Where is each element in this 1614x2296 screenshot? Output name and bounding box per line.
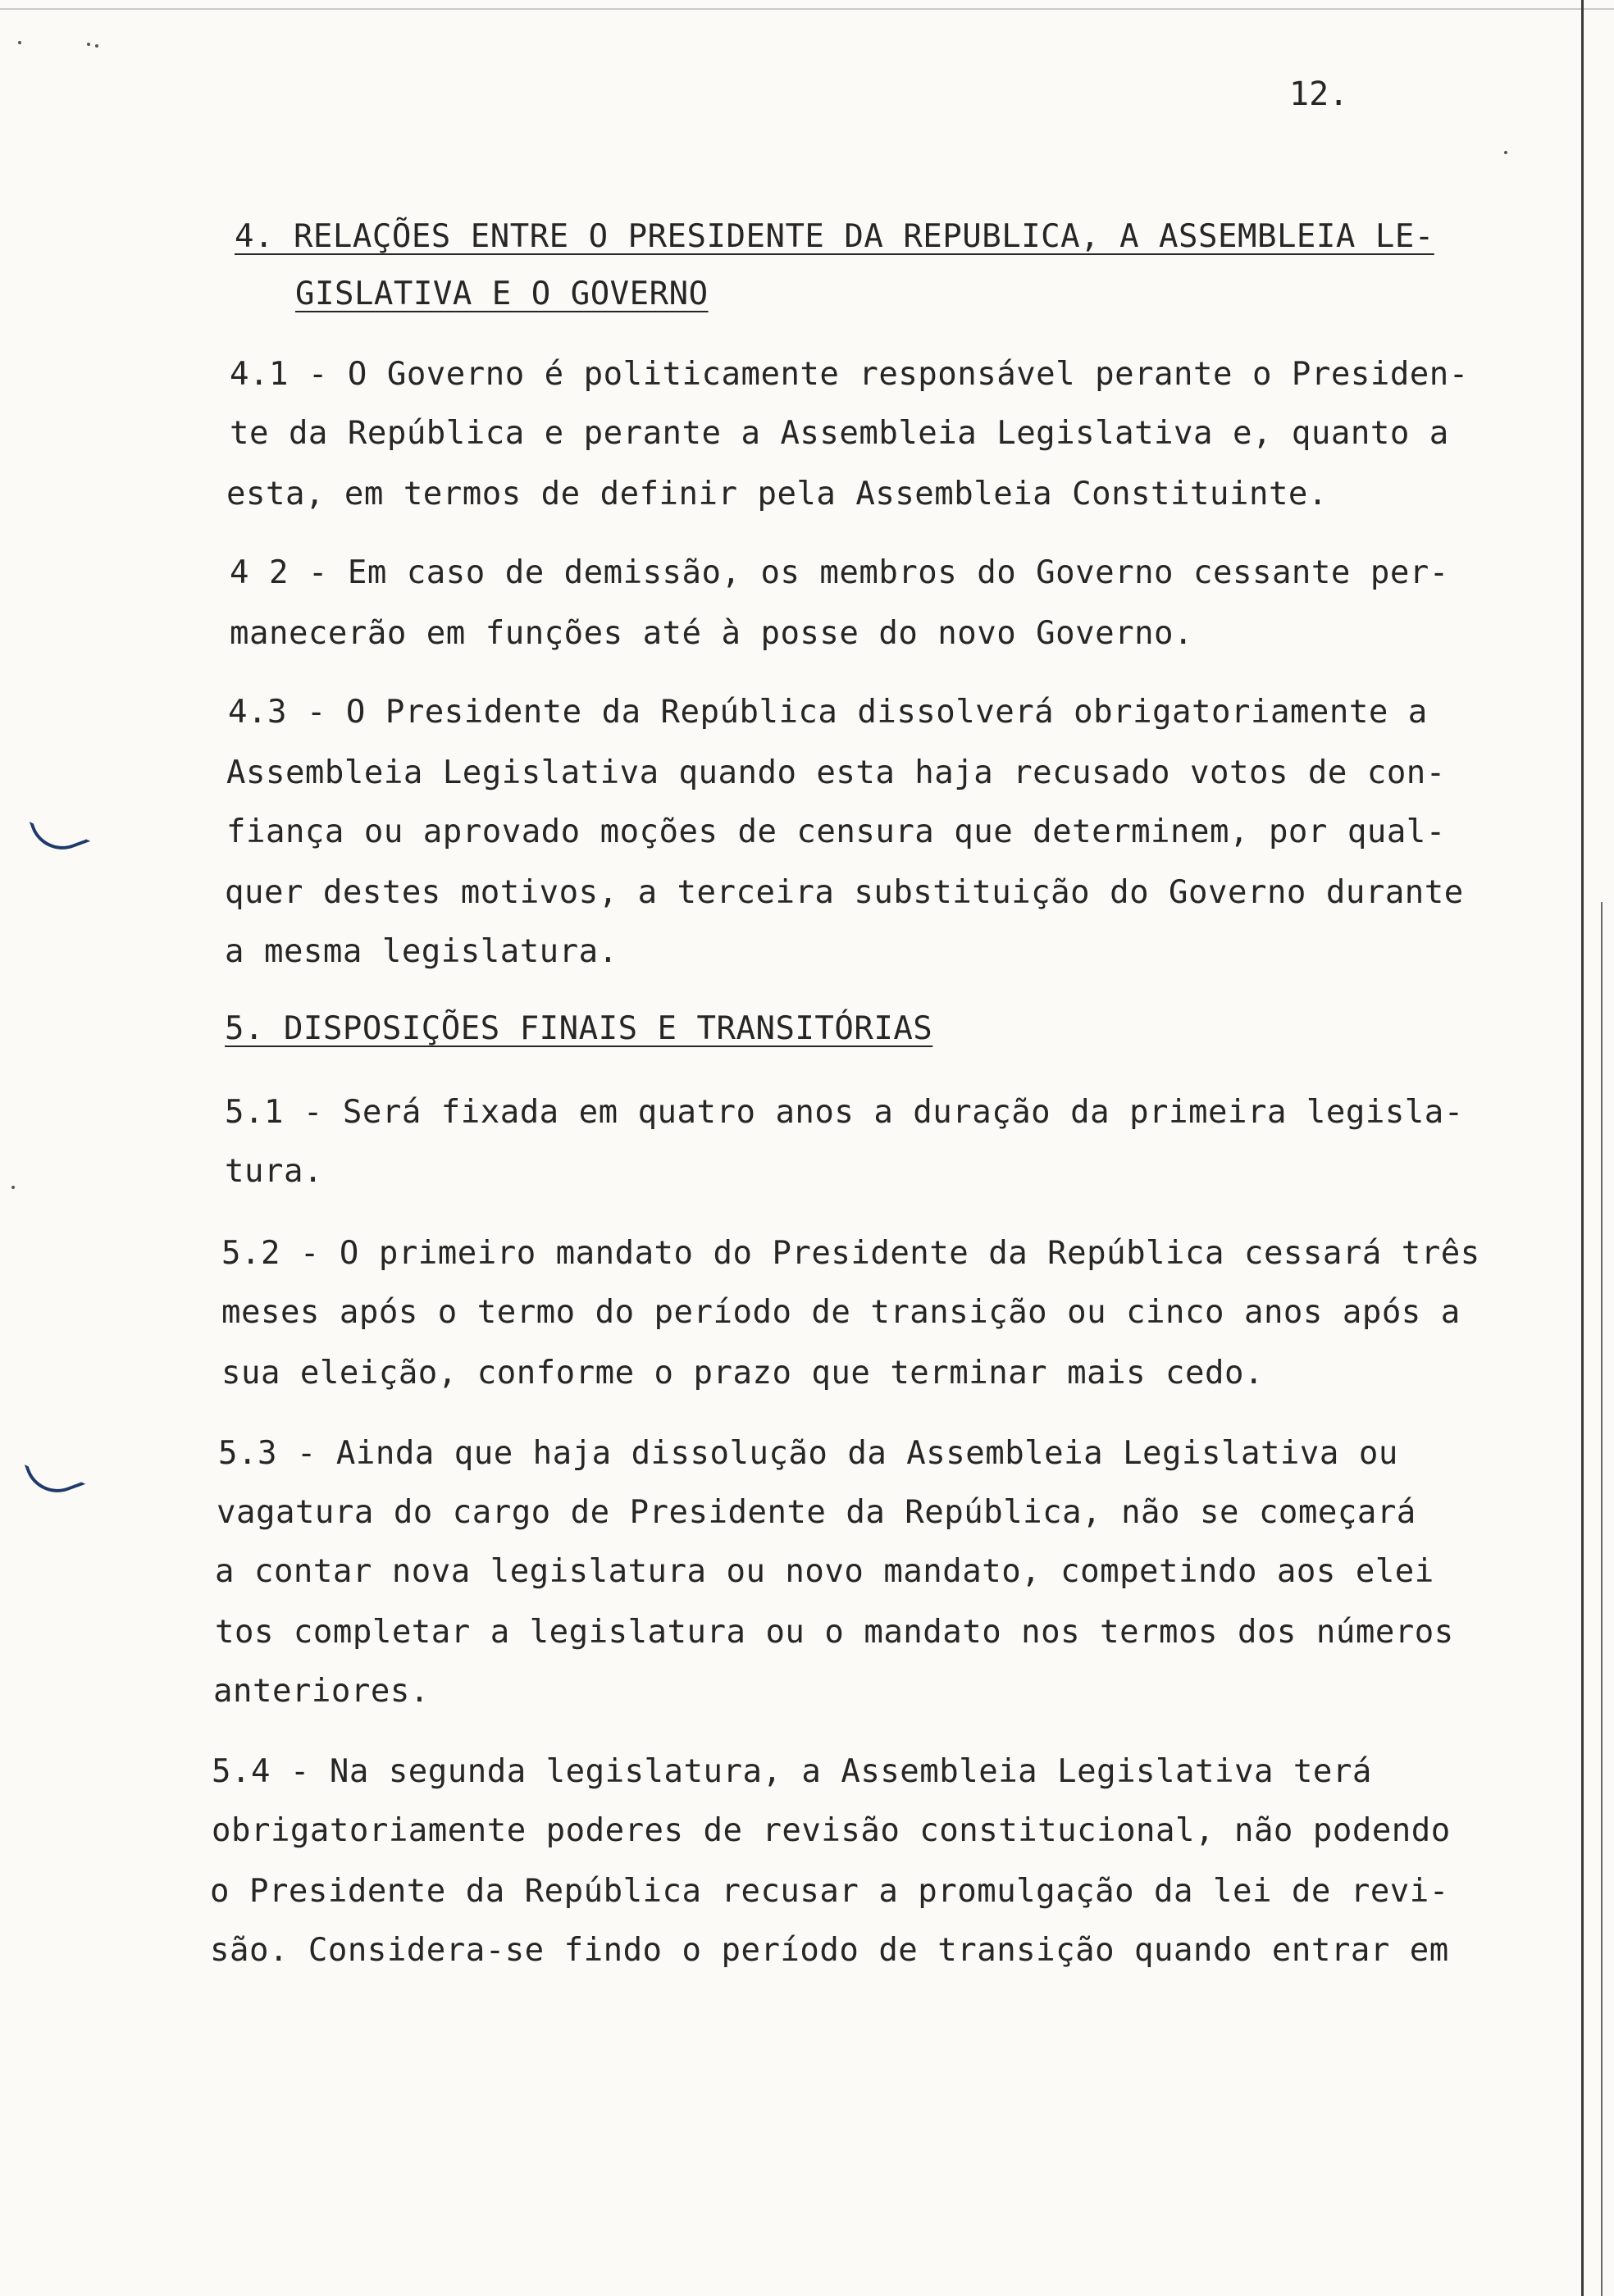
paragraph-5-4-line: obrigatoriamente poderes de revisão constitucional, não podendo: [212, 1812, 1451, 1849]
paragraph-4-3-line: Assembleia Legislativa quando esta haja recusado votos de con-: [226, 754, 1446, 791]
paragraph-5-2-line: sua eleição, conforme o prazo que terminar mais cedo.: [221, 1355, 1264, 1392]
binder-hole-mark-1: [30, 804, 91, 859]
paragraph-4-2-line: 4 2 - Em caso de demissão, os membros do Governo cessante per-: [230, 554, 1449, 591]
paragraph-4-1-line: 4.1 - O Governo é politicamente responsável perante o Presiden-: [230, 356, 1469, 393]
paragraph-4-3-line: a mesma legislatura.: [225, 933, 618, 970]
scan-edge-right: [1581, 0, 1584, 2296]
paragraph-4-1-line: te da República e perante a Assembleia Legislativa e, quanto a: [230, 415, 1449, 452]
paragraph-5-3-line: a contar nova legislatura ou novo mandato, competindo aos elei: [215, 1553, 1434, 1590]
paragraph-4-1-line: esta, em termos de definir pela Assembleia Constituinte.: [226, 476, 1328, 512]
section-4-heading-line-1: 4. RELAÇÕES ENTRE O PRESIDENTE DA REPUBLICA, A ASSEMBLEIA LE-: [235, 218, 1434, 255]
scan-edge-right-inner: [1601, 902, 1603, 2296]
paragraph-4-3-line: 4.3 - O Presidente da República dissolverá obrigatoriamente a: [228, 694, 1428, 731]
scan-edge-top: [0, 8, 1614, 10]
paragraph-5-1-line: tura.: [225, 1153, 323, 1190]
paragraph-5-4-line: o Presidente da República recusar a promulgação da lei de revi-: [210, 1873, 1449, 1910]
paragraph-5-3-line: tos completar a legislatura ou o mandato nos termos dos números: [215, 1614, 1454, 1651]
paragraph-4-3-line: quer destes motivos, a terceira substituição do Governo durante: [225, 874, 1464, 911]
paragraph-5-2-line: 5.2 - O primeiro mandato do Presidente da República cessará três: [221, 1235, 1480, 1272]
paragraph-5-3-line: 5.3 - Ainda que haja dissolução da Assembleia Legislativa ou: [218, 1435, 1398, 1472]
paragraph-5-3-line: vagatura do cargo de Presidente da República, não se começará: [217, 1494, 1416, 1531]
paragraph-4-3-line: fiança ou aprovado moções de censura que determinem, por qual-: [226, 813, 1446, 850]
scan-speck: [11, 1186, 15, 1189]
section-4-heading-line-2: GISLATIVA E O GOVERNO: [295, 276, 709, 312]
paragraph-5-2-line: meses após o termo do período de transição ou cinco anos após a: [221, 1294, 1461, 1331]
paragraph-5-4-line: 5.4 - Na segunda legislatura, a Assembleia Legislativa terá: [212, 1753, 1372, 1790]
binder-hole-mark-2: [25, 1447, 86, 1501]
paragraph-5-3-line: anteriores.: [213, 1673, 430, 1710]
scan-speck: [87, 43, 90, 46]
scan-speck: [95, 44, 98, 48]
scan-speck: [1504, 151, 1507, 154]
section-5-heading: 5. DISPOSIÇÕES FINAIS E TRANSITÓRIAS: [225, 1010, 933, 1047]
paragraph-4-2-line: manecerão em funções até à posse do novo Governo.: [230, 615, 1194, 652]
page-number: 12.: [1289, 75, 1349, 113]
scan-speck: [18, 41, 21, 44]
paragraph-5-4-line: são. Considera-se findo o período de transição quando entrar em: [210, 1932, 1449, 1969]
paragraph-5-1-line: 5.1 - Será fixada em quatro anos a duração da primeira legisla-: [225, 1094, 1464, 1131]
